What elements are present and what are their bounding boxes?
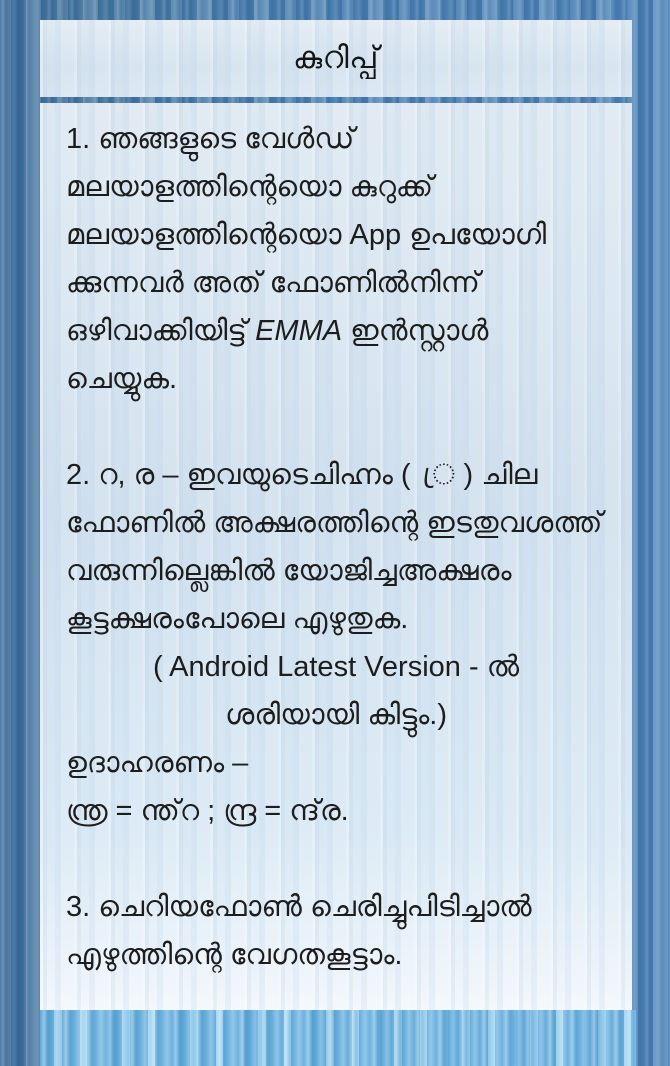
note-line xyxy=(66,307,606,355)
note-line xyxy=(66,739,606,787)
note-line xyxy=(66,211,606,259)
text-segment: ഒഴിവാക്കിയിട്ട് xyxy=(66,315,256,347)
note-line xyxy=(66,451,606,499)
note-line xyxy=(66,691,606,739)
text-segment: ഉപയോഗി xyxy=(401,219,547,251)
note-line xyxy=(66,595,606,643)
note-header xyxy=(40,20,632,97)
text-segment: - ൽ xyxy=(460,651,519,683)
instruction-3 xyxy=(66,883,606,979)
text-segment: 3. ചെറിയഫോൺ ചെരിച്ചുപിടിച്ചാൽ xyxy=(66,891,532,923)
note-line xyxy=(66,259,606,307)
text-segment: എഴുത്തിന്റെ വേഗതകൂട്ടാം. xyxy=(66,939,403,971)
note-line xyxy=(66,355,606,403)
text-segment: ശരിയായി കിട്ടും.) xyxy=(225,699,447,731)
note-line xyxy=(66,787,606,835)
bottom-stripe-decoration xyxy=(40,1010,636,1066)
text-segment: 2. റ, ര – ഇവയുടെചിഹ്നം ( ്ര ) ചില xyxy=(66,459,538,491)
note-line xyxy=(66,547,606,595)
text-segment: ഫോണിൽ അക്ഷരത്തിന്റെ ഇടതുവശത്ത് xyxy=(66,507,603,539)
note-line xyxy=(66,163,606,211)
text-segment: ഇൻസ്റ്റാൾ xyxy=(342,315,489,347)
note-line xyxy=(66,931,606,979)
instruction-2 xyxy=(66,451,606,835)
text-segment: ചെയ്യുക. xyxy=(66,363,178,395)
page-title: കുറിപ്പ് xyxy=(293,40,379,75)
text-segment: വരുന്നില്ലെങ്കിൽ യോജിച്ചഅക്ഷരം xyxy=(66,555,512,587)
text-segment: മലയാളത്തിന്റെയൊ xyxy=(66,219,350,251)
note-line xyxy=(66,883,606,931)
text-segment: ന്ത്ര = ന്ത്‌റ ; ന്ദ്ര = ന്ദ്‌ര. xyxy=(66,795,349,827)
instruction-1 xyxy=(66,115,606,403)
text-segment: Android Latest Version xyxy=(169,651,461,683)
note-line xyxy=(66,115,606,163)
text-segment: ഉദാഹരണം – xyxy=(66,747,249,779)
text-segment: ക്കുന്നവർ അത് ഫോണിൽനിന്ന് xyxy=(66,267,480,299)
text-segment: മലയാളത്തിന്റെയൊ കുറുക്ക് xyxy=(66,171,434,203)
text-segment: ( xyxy=(152,651,170,683)
note-line xyxy=(66,643,606,691)
text-segment: EMMA xyxy=(255,315,343,347)
text-segment: കൂട്ടക്ഷരംപോലെ എഴുതുക. xyxy=(66,603,409,635)
text-segment: App xyxy=(349,219,402,251)
note-content-panel xyxy=(40,103,632,1010)
note-line xyxy=(66,499,606,547)
text-segment: 1. ഞങ്ങളുടെ വേൾഡ് xyxy=(66,123,355,155)
note-body xyxy=(40,103,632,979)
